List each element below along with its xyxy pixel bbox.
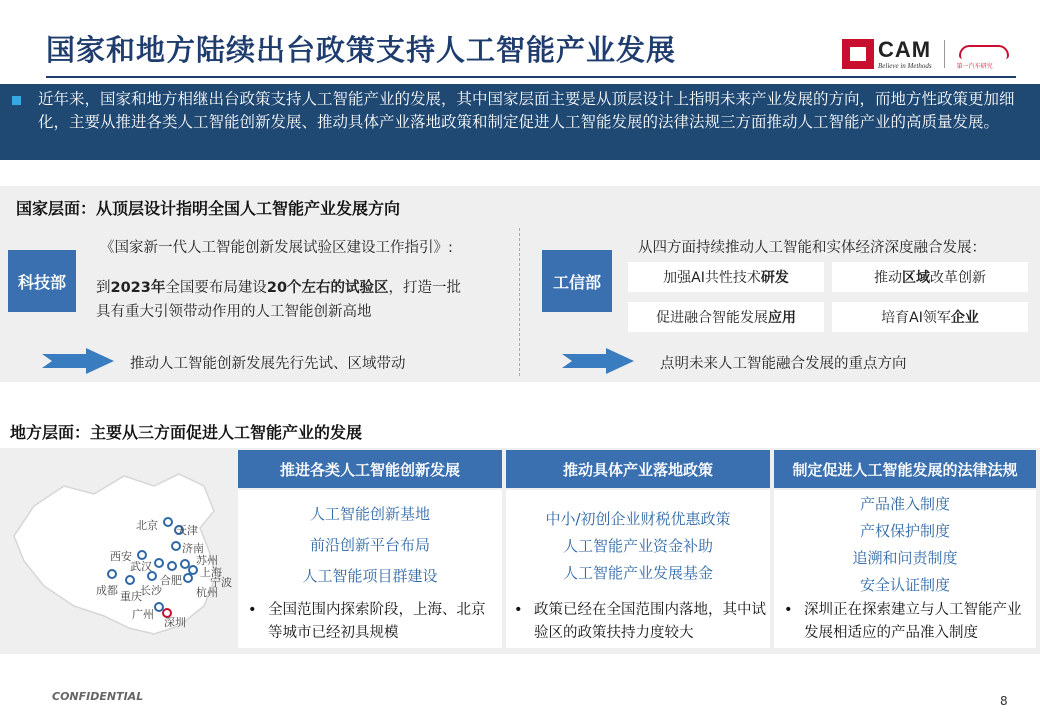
- logo-tagline: Believe in Methods: [878, 61, 932, 70]
- city-label: 天津: [176, 524, 198, 537]
- column-item: 产品准入制度: [859, 495, 950, 513]
- miit-box-3: 促进融合智能发展 应用: [628, 302, 824, 332]
- column-item: 产权保护制度: [859, 522, 950, 540]
- city-label: 武汉: [130, 560, 152, 573]
- most-document-title: 《国家新一代人工智能创新发展试验区建设工作指引》:: [100, 240, 453, 256]
- cam-logo-icon: [842, 39, 874, 69]
- brand-logo: [842, 38, 1007, 70]
- column-item: 人工智能项目群建设: [302, 567, 438, 585]
- logo-brand: CAM: [878, 36, 932, 62]
- column-item: 追溯和问责制度: [852, 549, 958, 567]
- column-item: 中小/初创企业财税优惠政策: [545, 510, 731, 528]
- city-label: 长沙: [140, 584, 162, 597]
- column-item: 人工智能产业发展基金: [562, 564, 713, 582]
- summary-text: 近年来，国家和地方相继出台政策支持人工智能产业的发展，其中国家层面主要是从顶层设计上指明未来产业发展的方向，而地方性政策更加细化，主要从推进各类人工智能创新发展、推动具体产业落地政策和制定促进人工智能发展的法律法规三方面推动人工智能产业的高质量发展。: [38, 90, 1015, 131]
- city-label: 宁波: [210, 576, 232, 589]
- car-logo-icon: [957, 39, 1007, 69]
- city-label: 深圳: [164, 616, 186, 629]
- arrow-right-icon: [562, 348, 634, 374]
- panel-divider: [519, 228, 520, 376]
- bullet-square-icon: [12, 96, 21, 105]
- most-description: 到2023年全国要布局建设20个左右的试验区，打造一批: [96, 280, 462, 296]
- city-label: 重庆: [120, 590, 142, 603]
- page-title: 国家和地方陆续出台政策支持人工智能产业发展: [46, 33, 677, 67]
- city-label: 北京: [136, 519, 158, 532]
- column-note: • 全国范围内探索阶段，上海、北京等城市已经初具规模: [248, 602, 486, 641]
- logo-divider: [944, 40, 945, 68]
- column-header: 制定促进人工智能发展的法律法规: [774, 450, 1036, 488]
- city-label: 杭州: [196, 586, 218, 599]
- miit-arrow-text: 点明未来人工智能融合发展的重点方向: [660, 356, 907, 372]
- city-label: 合肥: [160, 574, 182, 587]
- column-note: • 深圳正在探索建立与人工智能产业发展相适应的产品准入制度: [784, 602, 1022, 641]
- arrow-right-icon: [42, 348, 114, 374]
- city-label: 上海: [200, 566, 222, 579]
- column-item: 前沿创新平台布局: [309, 536, 430, 554]
- column-header: 推动具体产业落地政策: [506, 450, 770, 488]
- city-label: 苏州: [196, 554, 218, 567]
- most-arrow-text: 推动人工智能创新发展先行先试、区域带动: [130, 356, 406, 372]
- column-header: 推进各类人工智能创新发展: [238, 450, 502, 488]
- column-item: 人工智能产业资金补助: [562, 537, 713, 555]
- miit-box-1: 加强AI共性技术 研发: [628, 262, 824, 292]
- column-item: 人工智能创新基地: [309, 505, 430, 523]
- city-label: 成都: [96, 584, 118, 597]
- most-description-line2: 具有重大引领带动作用的人工智能创新高地: [96, 304, 372, 320]
- city-label: 济南: [182, 542, 204, 555]
- most-label: 科技部: [8, 250, 76, 312]
- page-number: 8: [1000, 694, 1008, 708]
- title-underline: [46, 76, 1016, 78]
- column-item: 安全认证制度: [859, 576, 950, 594]
- logo-partner-text: 第一汽车研究: [956, 63, 993, 70]
- city-label: 西安: [110, 550, 132, 563]
- column-note: • 政策已经在全国范围内落地，其中试验区的政策扶持力度较大: [514, 602, 766, 641]
- miit-intro: 从四方面持续推动人工智能和实体经济深度融合发展：: [638, 240, 986, 256]
- city-label: 广州: [132, 608, 154, 621]
- miit-box-2: 推动 区域 改革创新: [832, 262, 1028, 292]
- miit-box-4: 培育AI领军 企业: [832, 302, 1028, 332]
- national-heading: 国家层面：从顶层设计指明全国人工智能产业发展方向: [16, 199, 401, 218]
- confidential-label: CONFIDENTIAL: [52, 690, 144, 703]
- local-heading: 地方层面：主要从三方面促进人工智能产业的发展: [10, 423, 363, 442]
- miit-label: 工信部: [542, 250, 612, 312]
